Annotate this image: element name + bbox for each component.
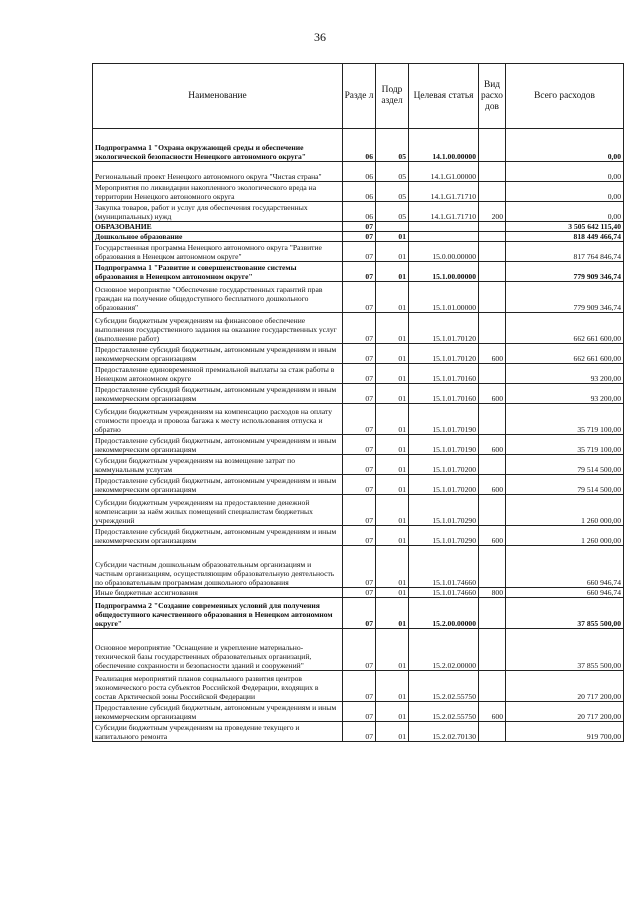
- row-name-cell: Закупка товаров, работ и услуг для обеспечения государственных (муниципальных) нужд: [93, 202, 343, 222]
- row-total-cell: 20 717 200,00: [506, 702, 624, 722]
- row-total-cell: 779 909 346,74: [506, 282, 624, 313]
- row-vid-cell: [479, 455, 506, 475]
- row-razdel-cell: 07: [343, 282, 376, 313]
- row-podrazdel-cell: 01: [376, 364, 409, 384]
- row-podrazdel-cell: 01: [376, 282, 409, 313]
- table-row: [93, 598, 624, 629]
- row-razdel-cell: 07: [343, 344, 376, 364]
- row-vid-cell: [479, 182, 506, 202]
- row-vid-cell: 200: [479, 202, 506, 222]
- row-razdel-cell: 07: [343, 435, 376, 455]
- row-vid-cell: 600: [479, 384, 506, 404]
- table-row: [93, 455, 624, 475]
- row-razdel-cell: 06: [343, 202, 376, 222]
- row-total-cell: 93 200,00: [506, 384, 624, 404]
- row-target-cell: 15.1.00.00000: [409, 262, 479, 282]
- row-podrazdel-cell: 01: [376, 588, 409, 598]
- row-name-cell: Субсидии бюджетным учреждениям на финансовое обеспечение выполнения государственного задания на оказание государственных услуг (выполнение работ): [93, 313, 343, 344]
- row-name-cell: Субсидии частным дошкольным образовательным организациям и частным организациям, осуществляющим образовательную деятельность по образовательным программам дошкольного образования: [93, 546, 343, 588]
- header-razdel: Разде л: [343, 64, 376, 129]
- row-podrazdel-cell: 01: [376, 404, 409, 435]
- row-podrazdel-cell: 01: [376, 495, 409, 526]
- row-vid-cell: [479, 598, 506, 629]
- row-razdel-cell: 07: [343, 262, 376, 282]
- row-name-cell: Основное мероприятие "Оснащение и укрепление материально-технической базы государственных образовательных организаций, обеспечение сохранности и безопасности зданий и сооружений": [93, 629, 343, 671]
- row-name-cell: Субсидии бюджетным учреждениям на компенсацию расходов на оплату стоимости проезда и провоза багажа к месту использования отпуска и обратно: [93, 404, 343, 435]
- header-podrazdel: Подр аздел: [376, 64, 409, 129]
- header-total: Всего расходов: [506, 64, 624, 129]
- row-vid-cell: [479, 364, 506, 384]
- row-podrazdel-cell: 05: [376, 162, 409, 182]
- table-row: [93, 588, 624, 598]
- row-total-cell: 0,00: [506, 129, 624, 162]
- row-razdel-cell: 07: [343, 384, 376, 404]
- row-name-cell: Дошкольное образование: [93, 232, 343, 242]
- row-name-cell: Предоставление субсидий бюджетным, автономным учреждениям и иным некоммерческим организациям: [93, 702, 343, 722]
- table-row: [93, 262, 624, 282]
- row-razdel-cell: 07: [343, 588, 376, 598]
- row-razdel-cell: 07: [343, 242, 376, 262]
- table-header-row: [93, 64, 624, 129]
- row-razdel-cell: 07: [343, 526, 376, 546]
- row-vid-cell: 600: [479, 344, 506, 364]
- row-vid-cell: 600: [479, 702, 506, 722]
- row-razdel-cell: 07: [343, 364, 376, 384]
- row-target-cell: 15.1.01.70290: [409, 495, 479, 526]
- row-razdel-cell: 07: [343, 702, 376, 722]
- row-vid-cell: [479, 222, 506, 232]
- row-target-cell: 14.1.G1.71710: [409, 202, 479, 222]
- row-target-cell: 15.1.01.70200: [409, 475, 479, 495]
- table-row: [93, 702, 624, 722]
- row-total-cell: 660 946,74: [506, 588, 624, 598]
- row-razdel-cell: 07: [343, 475, 376, 495]
- row-razdel-cell: 06: [343, 182, 376, 202]
- table-row: [93, 495, 624, 526]
- table-row: [93, 344, 624, 364]
- row-name-cell: Подпрограмма 2 "Создание современных условий для получения общедоступного качественного образования в Ненецком автономном округе": [93, 598, 343, 629]
- header-name: Наименование: [93, 64, 343, 129]
- row-razdel-cell: 06: [343, 129, 376, 162]
- row-razdel-cell: 07: [343, 495, 376, 526]
- row-target-cell: 15.1.01.70160: [409, 364, 479, 384]
- row-total-cell: 93 200,00: [506, 364, 624, 384]
- row-name-cell: Подпрограмма 1 "Охрана окружающей среды и обеспечение экологической безопасности Ненецкого автономного округа": [93, 129, 343, 162]
- row-name-cell: Предоставление единовременной премиальной выплаты за стаж работы в Ненецком автономном округе: [93, 364, 343, 384]
- row-vid-cell: [479, 262, 506, 282]
- table-body: [93, 129, 624, 742]
- row-total-cell: 0,00: [506, 202, 624, 222]
- row-target-cell: 15.0.00.00000: [409, 242, 479, 262]
- row-vid-cell: 600: [479, 435, 506, 455]
- row-target-cell: [409, 222, 479, 232]
- row-podrazdel-cell: 01: [376, 435, 409, 455]
- row-razdel-cell: 07: [343, 404, 376, 435]
- row-total-cell: 79 514 500,00: [506, 455, 624, 475]
- row-name-cell: Мероприятия по ликвидации накопленного экологического вреда на территории Ненецкого автономного округа: [93, 182, 343, 202]
- row-total-cell: 919 700,00: [506, 722, 624, 742]
- row-podrazdel-cell: 01: [376, 546, 409, 588]
- row-name-cell: Предоставление субсидий бюджетным, автономным учреждениям и иным некоммерческим организациям: [93, 384, 343, 404]
- row-name-cell: Подпрограмма 1 "Развитие и совершенствование системы образования в Ненецком автономном округе": [93, 262, 343, 282]
- row-vid-cell: [479, 671, 506, 702]
- row-razdel-cell: 07: [343, 629, 376, 671]
- row-podrazdel-cell: 01: [376, 722, 409, 742]
- row-razdel-cell: 07: [343, 455, 376, 475]
- row-name-cell: ОБРАЗОВАНИЕ: [93, 222, 343, 232]
- row-name-cell: Субсидии бюджетным учреждениям на проведение текущего и капитального ремонта: [93, 722, 343, 742]
- row-total-cell: 0,00: [506, 182, 624, 202]
- row-vid-cell: [479, 162, 506, 182]
- row-target-cell: 15.1.01.70290: [409, 526, 479, 546]
- row-vid-cell: [479, 282, 506, 313]
- table-row: [93, 202, 624, 222]
- row-vid-cell: [479, 629, 506, 671]
- row-vid-cell: [479, 546, 506, 588]
- row-total-cell: 779 909 346,74: [506, 262, 624, 282]
- table-row: [93, 526, 624, 546]
- table-row: [93, 313, 624, 344]
- row-vid-cell: [479, 313, 506, 344]
- row-total-cell: 1 260 000,00: [506, 495, 624, 526]
- row-razdel-cell: 07: [343, 313, 376, 344]
- table-row: [93, 364, 624, 384]
- table-row: [93, 242, 624, 262]
- row-name-cell: Предоставление субсидий бюджетным, автономным учреждениям и иным некоммерческим организациям: [93, 344, 343, 364]
- table-row: [93, 129, 624, 162]
- row-target-cell: [409, 232, 479, 242]
- row-target-cell: 15.1.01.74660: [409, 546, 479, 588]
- table-row: [93, 629, 624, 671]
- row-podrazdel-cell: [376, 222, 409, 232]
- row-target-cell: 15.2.02.55750: [409, 702, 479, 722]
- row-vid-cell: [479, 129, 506, 162]
- row-podrazdel-cell: 01: [376, 455, 409, 475]
- row-name-cell: Предоставление субсидий бюджетным, автономным учреждениям и иным некоммерческим организациям: [93, 435, 343, 455]
- table-row: [93, 404, 624, 435]
- table-row: [93, 232, 624, 242]
- row-total-cell: 662 661 600,00: [506, 313, 624, 344]
- row-target-cell: 15.1.01.70120: [409, 313, 479, 344]
- row-vid-cell: 600: [479, 475, 506, 495]
- budget-table: [92, 63, 624, 742]
- row-total-cell: 662 661 600,00: [506, 344, 624, 364]
- row-razdel-cell: 07: [343, 598, 376, 629]
- row-podrazdel-cell: 01: [376, 313, 409, 344]
- row-podrazdel-cell: 01: [376, 384, 409, 404]
- table-row: [93, 182, 624, 202]
- row-name-cell: Предоставление субсидий бюджетным, автономным учреждениям и иным некоммерческим организациям: [93, 526, 343, 546]
- row-razdel-cell: 07: [343, 722, 376, 742]
- row-razdel-cell: 06: [343, 162, 376, 182]
- row-podrazdel-cell: 01: [376, 598, 409, 629]
- table-row: [93, 722, 624, 742]
- row-podrazdel-cell: 01: [376, 526, 409, 546]
- table-row: [93, 475, 624, 495]
- row-total-cell: 79 514 500,00: [506, 475, 624, 495]
- row-target-cell: 15.2.02.70130: [409, 722, 479, 742]
- row-vid-cell: [479, 404, 506, 435]
- row-target-cell: 15.1.01.70200: [409, 455, 479, 475]
- row-podrazdel-cell: 01: [376, 629, 409, 671]
- row-target-cell: 14.1.G1.00000: [409, 162, 479, 182]
- row-total-cell: 3 505 642 115,40: [506, 222, 624, 232]
- table-row: [93, 384, 624, 404]
- row-target-cell: 15.2.02.55750: [409, 671, 479, 702]
- row-razdel-cell: 07: [343, 222, 376, 232]
- row-total-cell: 817 764 846,74: [506, 242, 624, 262]
- row-name-cell: Региональный проект Ненецкого автономного округа "Чистая страна": [93, 162, 343, 182]
- row-name-cell: Основное мероприятие "Обеспечение государственных гарантий прав граждан на получение общедоступного бесплатного дошкольного образования": [93, 282, 343, 313]
- row-total-cell: 660 946,74: [506, 546, 624, 588]
- table-row: [93, 671, 624, 702]
- row-podrazdel-cell: 05: [376, 182, 409, 202]
- row-name-cell: Иные бюджетные ассигнования: [93, 588, 343, 598]
- row-podrazdel-cell: 01: [376, 242, 409, 262]
- row-vid-cell: [479, 242, 506, 262]
- row-podrazdel-cell: 01: [376, 671, 409, 702]
- row-podrazdel-cell: 01: [376, 262, 409, 282]
- row-total-cell: 35 719 100,00: [506, 435, 624, 455]
- row-name-cell: Субсидии бюджетным учреждениям на возмещение затрат по коммунальным услугам: [93, 455, 343, 475]
- row-target-cell: 15.1.01.00000: [409, 282, 479, 313]
- header-target: Целевая статья: [409, 64, 479, 129]
- row-total-cell: 20 717 200,00: [506, 671, 624, 702]
- row-total-cell: 37 855 500,00: [506, 629, 624, 671]
- row-vid-cell: 800: [479, 588, 506, 598]
- row-vid-cell: [479, 232, 506, 242]
- header-vid: Вид расхо дов: [479, 64, 506, 129]
- row-name-cell: Субсидии бюджетным учреждениям на предоставление денежной компенсации за наём жилых помещений специалистам бюджетных учреждений: [93, 495, 343, 526]
- row-podrazdel-cell: 05: [376, 129, 409, 162]
- row-vid-cell: [479, 722, 506, 742]
- row-total-cell: 35 719 100,00: [506, 404, 624, 435]
- row-target-cell: 14.1.00.00000: [409, 129, 479, 162]
- row-name-cell: Предоставление субсидий бюджетным, автономным учреждениям и иным некоммерческим организациям: [93, 475, 343, 495]
- row-target-cell: 15.1.01.70190: [409, 435, 479, 455]
- row-target-cell: 14.1.G1.71710: [409, 182, 479, 202]
- row-razdel-cell: 07: [343, 232, 376, 242]
- row-razdel-cell: 07: [343, 546, 376, 588]
- row-total-cell: 37 855 500,00: [506, 598, 624, 629]
- row-name-cell: Реализация мероприятий планов социального развития центров экономического роста субъектов Российской Федерации, входящих в состав Арктической зоны Российской Федерации: [93, 671, 343, 702]
- page-number: 36: [314, 30, 326, 44]
- row-vid-cell: 600: [479, 526, 506, 546]
- row-total-cell: 0,00: [506, 162, 624, 182]
- row-vid-cell: [479, 495, 506, 526]
- row-target-cell: 15.1.01.70190: [409, 404, 479, 435]
- row-podrazdel-cell: 01: [376, 475, 409, 495]
- row-podrazdel-cell: 01: [376, 232, 409, 242]
- row-total-cell: 1 260 000,00: [506, 526, 624, 546]
- table-row: [93, 222, 624, 232]
- row-name-cell: Государственная программа Ненецкого автономного округа "Развитие образования в Ненецком автономном округе": [93, 242, 343, 262]
- row-target-cell: 15.2.00.00000: [409, 598, 479, 629]
- table-row: [93, 162, 624, 182]
- table-row: [93, 546, 624, 588]
- row-podrazdel-cell: 01: [376, 344, 409, 364]
- row-podrazdel-cell: 01: [376, 702, 409, 722]
- row-podrazdel-cell: 05: [376, 202, 409, 222]
- row-target-cell: 15.1.01.70160: [409, 384, 479, 404]
- row-total-cell: 818 449 466,74: [506, 232, 624, 242]
- table-row: [93, 282, 624, 313]
- row-razdel-cell: 07: [343, 671, 376, 702]
- row-target-cell: 15.1.01.70120: [409, 344, 479, 364]
- row-target-cell: 15.1.01.74660: [409, 588, 479, 598]
- row-target-cell: 15.2.02.00000: [409, 629, 479, 671]
- table-row: [93, 435, 624, 455]
